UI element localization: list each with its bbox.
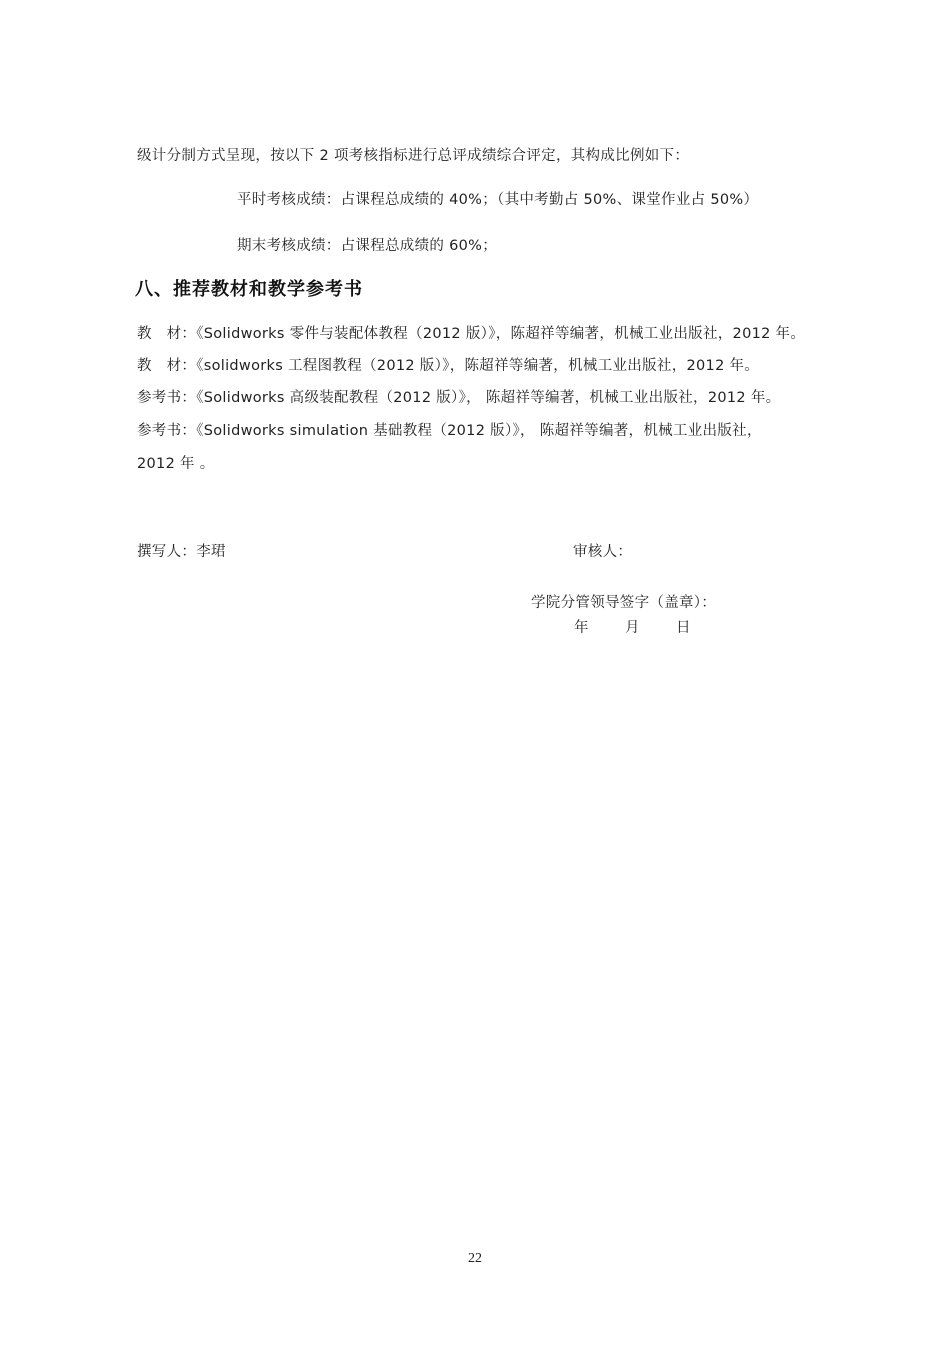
page-number: 22 [468,1251,482,1266]
assessment-final: 期末考核成绩：占课程总成绩的 60%； [237,238,498,254]
section-heading: 八、推荐教材和教学参考书 [135,279,363,300]
assessment-intro: 级计分制方式呈现，按以下 2 项考核指标进行总评成绩综合评定，其构成比例如下： [137,148,690,164]
dean-signature: 学院分管领导签字（盖章）： [531,595,717,611]
reference-4: 参考书：《Solidworks simulation 基础教程（2012 版）》， 陈超祥等编著，机械工业出版社， [137,423,762,439]
assessment-regular: 平时考核成绩：占课程总成绩的 40%；（其中考勤占 50%、课堂作业占 50%） [237,192,759,208]
author-signature: 撰写人：李珺 [137,544,226,560]
reference-4-continued: 2012 年 。 [137,456,215,472]
date-month: 月 [625,620,640,636]
reference-2: 教 材：《solidworks 工程图教程（2012 版）》，陈超祥等编著，机械工业出版社，2012 年。 [137,358,760,374]
reference-3: 参考书：《Solidworks 高级装配教程（2012 版）》， 陈超祥等编著，机械工业出版社，2012 年。 [137,390,781,406]
date-year: 年 [574,620,589,636]
date-day: 日 [676,620,691,636]
reference-1: 教 材：《Solidworks 零件与装配体教程（2012 版）》，陈超祥等编著，机械工业出版社，2012 年。 [137,326,806,342]
reviewer-signature: 审核人： [573,544,633,560]
